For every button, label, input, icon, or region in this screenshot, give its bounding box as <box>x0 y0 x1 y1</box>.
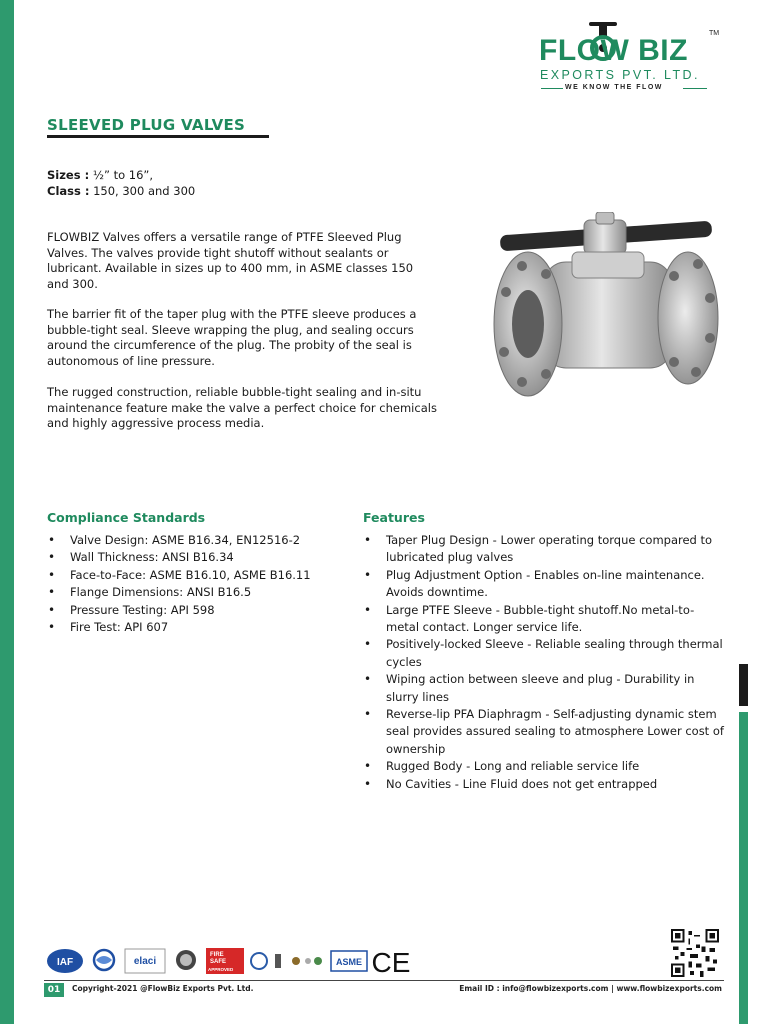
footer-contact <box>459 984 722 993</box>
construction-paragraph: The rugged construction, reliable bubble-tight sealing and in-situ maintenance feature make the valve a perfect choice for chemicals and highly aggressive process media. <box>47 385 437 430</box>
asme-logo-icon <box>330 948 368 974</box>
fire-safe-badge-icon <box>206 948 244 974</box>
email-link[interactable]: info@flowbizexports.com <box>502 984 609 993</box>
list-item: • Plug Adjustment Option - Enables on-line maintenance. Avoids downtime. <box>363 567 725 602</box>
list-item: • Flange Dimensions: ANSI B16.5 <box>47 584 347 601</box>
list-item: • Valve Design: ASME B16.34, EN12516-2 <box>47 532 347 549</box>
seal-cert-icon <box>172 948 200 974</box>
barrier-paragraph: The barrier fit of the taper plug with the PTFE sleeve produces a bubble-tight seal. Sleeve wrapping the plug, and sealing occurs around the circumference of the plug. The probity of the seal is autonomous of line pressure. <box>47 307 417 368</box>
list-item: • Large PTFE Sleeve - Bubble-tight shutoff.No metal-to-metal contact. Longer service life. <box>363 602 725 637</box>
page-title: SLEEVED PLUG VALVES <box>47 116 246 134</box>
footer-divider <box>44 980 724 981</box>
copyright-text: Copyright-2021 @FlowBiz Exports Pvt. Ltd. <box>72 984 254 993</box>
asme-text: ASME <box>335 957 363 967</box>
list-item: • Fire Test: API 607 <box>47 619 347 636</box>
approved-text: APPROVED <box>208 967 234 972</box>
company-logo <box>535 20 725 95</box>
list-item: • Taper Plug Design - Lower operating torque compared to lubricated plug valves <box>363 532 725 567</box>
list-item: • Wiping action between sleeve and plug - Durability in slurry lines <box>363 671 725 706</box>
left-accent-bar <box>0 0 14 1024</box>
footer-separator: | <box>608 984 617 993</box>
emblem-icon <box>272 948 284 974</box>
features-heading: Features <box>363 510 425 525</box>
website-link[interactable]: www.flowbizexports.com <box>616 984 722 993</box>
sizes-line <box>47 167 195 183</box>
list-item: • No Cavities - Line Fluid does not get entrapped <box>363 776 725 793</box>
small-cert-icons <box>288 948 324 974</box>
list-item: • Face-to-Face: ASME B16.10, ASME B16.11 <box>47 567 347 584</box>
round-cert-icon <box>250 948 268 974</box>
certification-logos <box>44 944 416 978</box>
logo-company-text: EXPORTS PVT. LTD. <box>540 68 700 82</box>
iaf-text: IAF <box>56 957 74 968</box>
class-value: 150, 300 and 300 <box>89 184 196 198</box>
list-item: • Wall Thickness: ANSI B16.34 <box>47 549 347 566</box>
title-underline <box>47 135 269 138</box>
ce-mark-icon <box>372 944 410 978</box>
logo-tagline: WE KNOW THE FLOW <box>565 84 663 91</box>
ce-text: CE <box>372 947 410 978</box>
list-item: • Positively-locked Sleeve - Reliable sealing through thermal cycles <box>363 636 725 671</box>
plug-valve-image <box>488 212 728 412</box>
logo-tm: TM <box>709 30 720 37</box>
list-item: • Rugged Body - Long and reliable service life <box>363 758 725 775</box>
class-label: Class : <box>47 184 90 198</box>
list-item: • Reverse-lip PFA Diaphragm - Self-adjusting dynamic stem seal provides assured sealing to atmosphere Lower cost of ownership <box>363 706 725 758</box>
page-number: 01 <box>44 983 64 997</box>
logo-line-left <box>541 88 563 89</box>
right-accent-green <box>739 712 748 1024</box>
compliance-heading: Compliance Standards <box>47 510 206 525</box>
qr-code-icon <box>670 929 720 977</box>
fire-text: FIRE <box>210 952 224 958</box>
spec-block <box>47 167 195 199</box>
elaci-logo-icon <box>124 948 166 974</box>
elaci-text: elaci <box>133 956 157 967</box>
compliance-list <box>47 532 347 636</box>
iaf-logo-icon <box>46 948 84 974</box>
features-list <box>363 532 725 793</box>
sizes-label: Sizes : <box>47 168 90 182</box>
intro-paragraph: FLOWBIZ Valves offers a versatile range of PTFE Sleeved Plug Valves. The valves provide tight shutoff without sealants or lubricant. Available in sizes up to 400 mm, in ASME classes 150 and 300. <box>47 230 414 291</box>
list-item: • Pressure Testing: API 598 <box>47 602 347 619</box>
logo-brand-text: FLOW BIZ <box>539 34 688 67</box>
logo-line-right <box>683 88 707 89</box>
globe-cert-icon <box>88 948 120 974</box>
email-label: Email ID : <box>459 984 503 993</box>
safe-text: SAFE <box>210 959 227 965</box>
sizes-value: ½” to 16”, <box>89 168 154 182</box>
right-accent-dark <box>739 664 748 706</box>
class-line <box>47 183 195 199</box>
